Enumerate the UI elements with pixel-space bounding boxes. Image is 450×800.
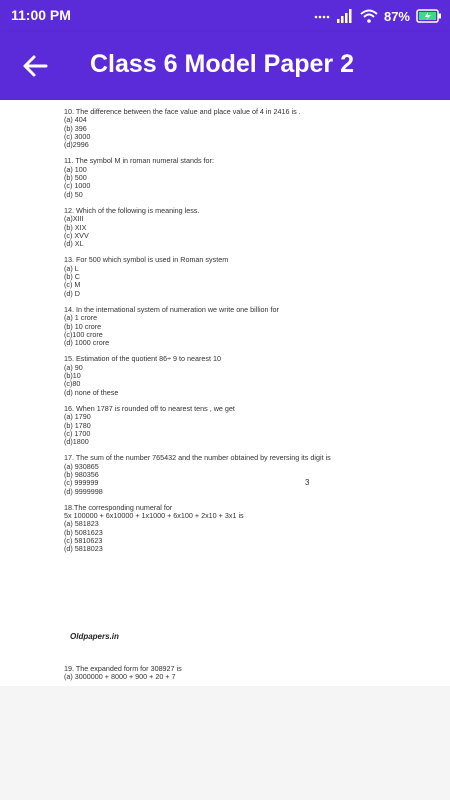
option: (c)80 (64, 379, 81, 389)
watermark: Oldpapers.in (70, 632, 119, 641)
dots-icon (314, 13, 330, 19)
question-block (64, 256, 394, 297)
option: (a) L (64, 263, 79, 273)
option: (c) XVV (64, 230, 89, 240)
option: (a) 930865 (64, 461, 99, 471)
option: (a) 90 (64, 362, 83, 372)
question-block (64, 355, 394, 396)
signal-icon (336, 9, 354, 23)
option: (d)2996 (64, 140, 89, 150)
question-list (64, 108, 394, 562)
option: (a) 1 crore (64, 313, 98, 323)
question-block (64, 454, 394, 495)
option: (d) D (64, 288, 80, 298)
question-text: 18.The corresponding numeral for (64, 502, 173, 512)
option: (b) 396 (64, 123, 87, 133)
question-text: 15. Estimation of the quotient 86÷ 9 to nearest 10 (64, 354, 221, 364)
option: (b) 10 crore (64, 321, 102, 331)
bottom-area (0, 686, 450, 800)
question-block (64, 157, 394, 198)
battery-percent: 87% (383, 8, 410, 24)
question-block (64, 306, 394, 347)
question-19 (64, 665, 394, 682)
option: (b) XIX (64, 222, 87, 232)
question-text: 12. Which of the following is meaning less. (64, 205, 200, 215)
option: (a) 1790 (64, 412, 91, 422)
question-text: 17. The sum of the number 765432 and the number obtained by reversing its digit is (64, 453, 331, 463)
option: (d) 9999998 (64, 486, 103, 496)
option: (c)100 crore (64, 329, 103, 339)
question-text: 13. For 500 which symbol is used in Roman system (64, 255, 229, 265)
question-block (64, 108, 394, 149)
back-arrow-icon[interactable] (20, 51, 50, 81)
option: (b) 500 (64, 173, 87, 183)
option: (c) 1000 (64, 181, 91, 191)
page-title: Class 6 Model Paper 2 (90, 50, 355, 78)
wifi-icon (360, 9, 378, 23)
option: (a) 3000000 + 8000 + 900 + 20 + 7 (64, 672, 176, 682)
option: (a) 404 (64, 115, 87, 125)
document-page[interactable] (0, 100, 450, 686)
option: (b) C (64, 272, 80, 282)
option: (a) 581823 (64, 519, 99, 529)
option: (d) none of these (64, 387, 119, 397)
question-text: 10. The difference between the face value and place value of 4 in 2416 is . (64, 107, 301, 116)
option: (c) M (64, 280, 81, 290)
app-bar (0, 32, 450, 100)
option: (c) 3000 (64, 131, 91, 141)
status-bar (0, 0, 450, 32)
question-text: 16. When 1787 is rounded off to nearest tens , we get (64, 403, 235, 413)
stray-mark: 3 (305, 478, 310, 487)
option: (c) 1700 (64, 428, 91, 438)
option: (b)10 (64, 371, 81, 381)
option: (c) 999999 (64, 478, 99, 488)
question-block (64, 504, 394, 554)
option: 5x 100000 + 6x10000 + 1x1000 + 6x100 + 2x10 + 3x1 is (64, 511, 244, 521)
question-text: 11. The symbol M in roman numeral stands for: (64, 156, 214, 166)
question-text: 14. In the international system of numeration we write one billion for (64, 304, 279, 314)
status-time: 11:00 PM (11, 7, 71, 23)
question-block (64, 405, 394, 446)
battery-icon (416, 9, 442, 23)
option: (d) XL (64, 239, 84, 249)
question-block (64, 207, 394, 248)
option: (d) 1000 crore (64, 338, 110, 348)
option: (b) 1780 (64, 420, 91, 430)
option: (b) 980356 (64, 469, 99, 479)
option: (b) 5081623 (64, 527, 103, 537)
option: (a)XIII (64, 214, 84, 224)
question-text: 19. The expanded form for 308927 is (64, 664, 182, 673)
option: (d) 5818023 (64, 544, 103, 554)
option: (d) 50 (64, 189, 83, 199)
option: (a) 100 (64, 164, 87, 174)
option: (d)1800 (64, 437, 89, 447)
option: (c) 5810623 (64, 536, 103, 546)
